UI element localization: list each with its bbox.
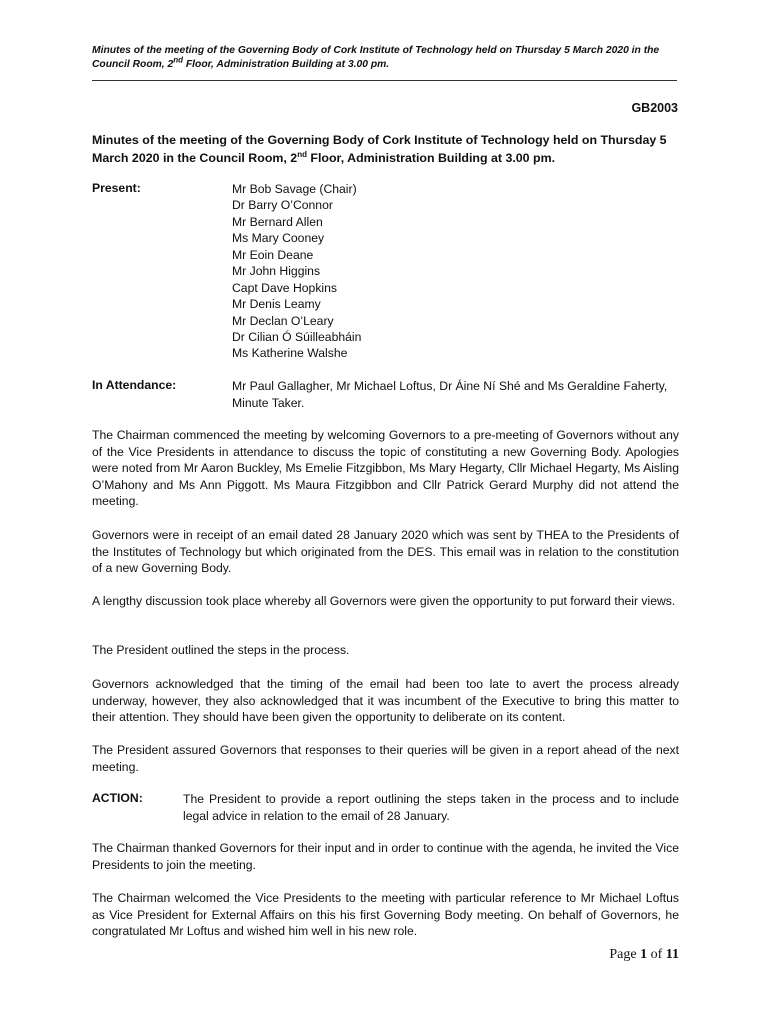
- running-header-sup: nd: [173, 55, 184, 65]
- running-header-text-end: Floor, Administration Building at 3.00 pm.: [183, 59, 390, 70]
- attendee-name: Ms Mary Cooney: [232, 231, 325, 246]
- attendee-name: Capt Dave Hopkins: [232, 280, 337, 295]
- attendance-text: Mr Paul Gallagher, Mr Michael Loftus, Dr Áine Ní Shé and Ms Geraldine Faherty, Minute Taker.: [232, 379, 668, 410]
- page-total: 11: [665, 947, 679, 962]
- attendance-label: In Attendance:: [92, 378, 177, 392]
- title-text: Minutes of the meeting of the Governing Body of Cork Institute of Technology held on Thursday 5 March 2020 in the Council Room, 2: [92, 133, 667, 165]
- header-rule: [92, 80, 677, 81]
- attendee-name: Dr Barry O’Connor: [232, 198, 333, 213]
- title-sup: nd: [297, 149, 307, 159]
- action-text: The President to provide a report outlining the steps taken in the process and to include legal advice in relation to the email of 28 January.: [183, 792, 679, 823]
- title-text-end: Floor, Administration Building at 3.00 pm.: [306, 151, 556, 165]
- attendee-name: Mr Declan O’Leary: [232, 313, 334, 328]
- paragraph-steps: The President outlined the steps in the process.: [92, 643, 350, 657]
- of-word: of: [650, 947, 663, 962]
- running-header-text: Minutes of the meeting of the Governing Body of Cork Institute of Technology held on Thursday 5 March 2020 in the Council Room, 2: [92, 45, 660, 70]
- attendee-name: Dr Cilian Ó Súilleabháin: [232, 329, 362, 344]
- page-current: 1: [640, 947, 648, 962]
- paragraph-acknowledgement: Governors acknowledged that the timing of the email had been too late to avert the process already underway, however, they also acknowledged that it was incumbent of the Executive to bring this matter to their attention. They should have been given the opportunity to deliberate on its content.: [92, 677, 679, 725]
- paragraph-discussion: A lengthy discussion took place whereby all Governors were given the opportunity to put forward their views.: [92, 594, 676, 608]
- paragraph-welcome: The Chairman welcomed the Vice Presidents to the meeting with particular reference to Mr Michael Loftus as Vice President for External Affairs on this his first Governing Body meeting. On behalf of Governors, he congratulated Mr Loftus and wished him well in his new role.: [92, 891, 679, 939]
- paragraph-opening: The Chairman commenced the meeting by welcoming Governors to a pre-meeting of Governors without any of the Vice Presidents in attendance to discuss the topic of constituting a new Governing Body. Apologies were noted from Mr Aaron Buckley, Ms Emelie Fitzgibbon, Ms Mary Hegarty, Cllr Michael Hegarty, Ms Aisling O’Mahony and Ms Ann Piggott. Ms Maura Fitzgibbon and Cllr Patrick Gerard Murphy did not attend the meeting.: [92, 428, 679, 509]
- action-label: ACTION:: [92, 791, 143, 805]
- attendee-name: Mr Bob Savage (Chair): [232, 182, 357, 196]
- running-header: [92, 44, 692, 72]
- paragraph-thanks: The Chairman thanked Governors for their input and in order to continue with the agenda, he invited the Vice Presidents to join the meeting.: [92, 841, 679, 872]
- attendee-name: Mr Bernard Allen: [232, 214, 323, 229]
- attendee-name: Ms Katherine Walshe: [232, 346, 348, 361]
- attendee-name: Mr Eoin Deane: [232, 247, 314, 262]
- attendee-name: Mr Denis Leamy: [232, 297, 321, 312]
- present-list: [232, 181, 361, 362]
- paragraph-assurance: The President assured Governors that responses to their queries will be given in a report ahead of the next meeting.: [92, 743, 679, 774]
- document-reference: GB2003: [631, 101, 678, 115]
- page-word: Page: [609, 947, 637, 962]
- page-number: [609, 947, 679, 963]
- document-title: [92, 131, 692, 167]
- attendee-name: Mr John Higgins: [232, 264, 321, 279]
- present-label: Present:: [92, 181, 141, 195]
- paragraph-email: Governors were in receipt of an email dated 28 January 2020 which was sent by THEA to the Presidents of the Institutes of Technology but which originated from the DES. This email was in relation to the constitution of a new Governing Body.: [92, 528, 679, 576]
